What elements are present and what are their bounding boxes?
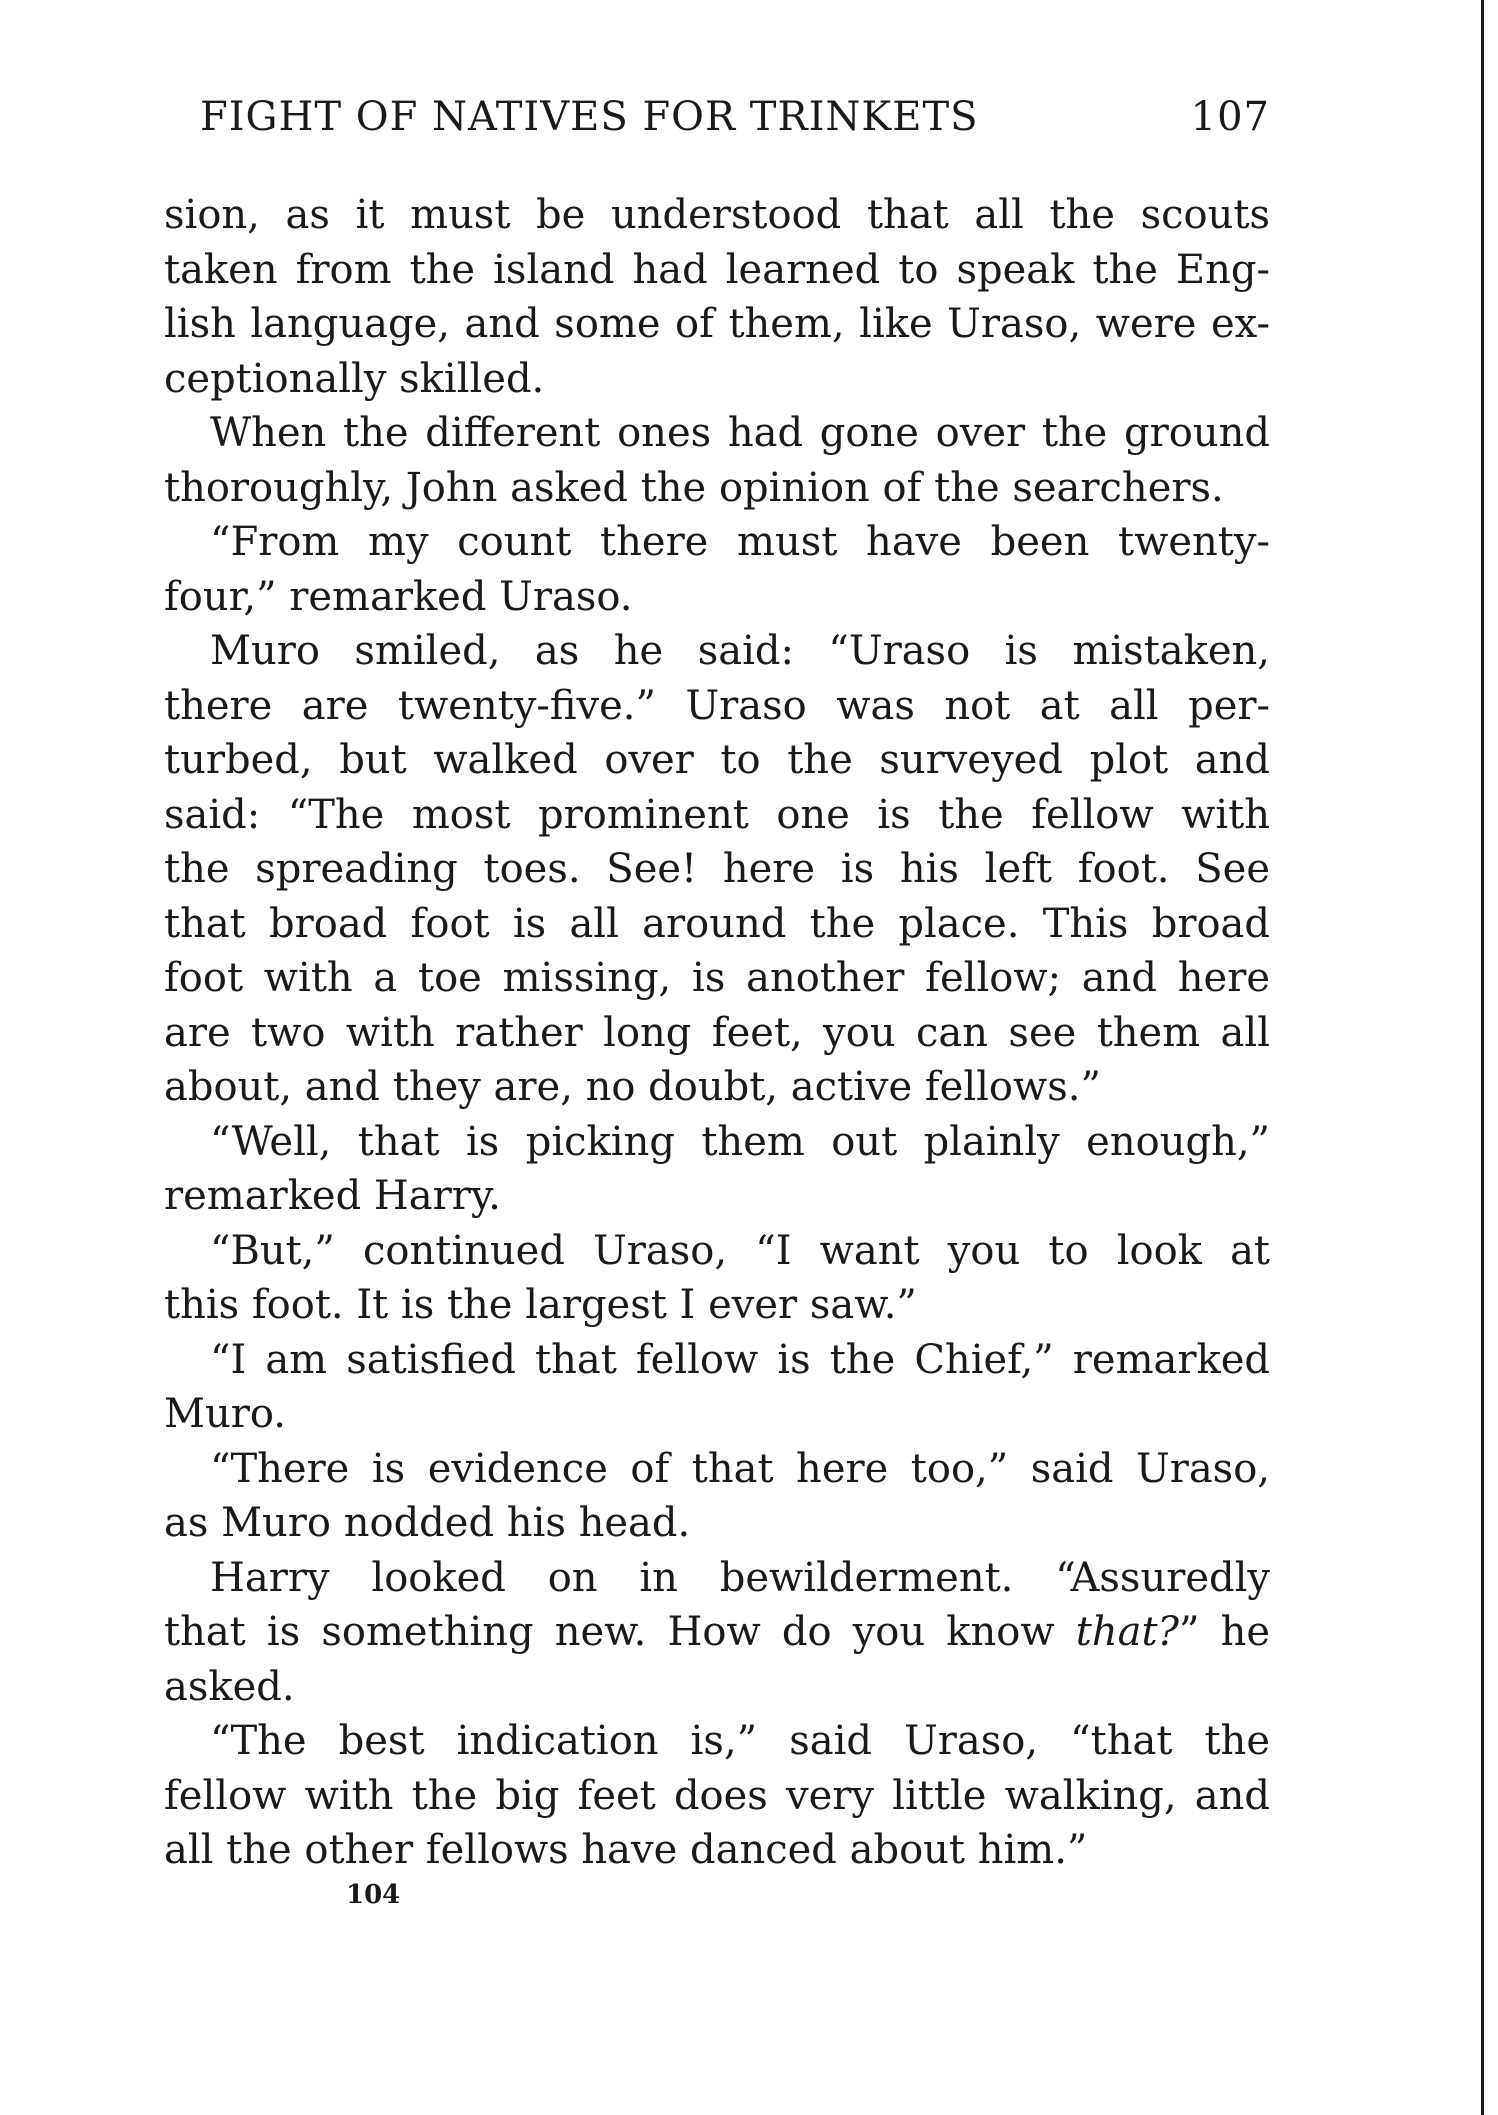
text-line: “From my count there must have been twenty-	[210, 519, 1270, 565]
text-line: Harry looked on in bewilderment. “Assuredly	[210, 1554, 1270, 1601]
text-line: Muro smiled, as he said: “Uraso is mistaken,	[210, 628, 1270, 674]
paragraph	[164, 1551, 1270, 1715]
text-line: the spreading toes. See! here is his left foot. See	[164, 846, 1270, 892]
text-line: ceptionally skilled.	[164, 355, 545, 402]
paragraph	[164, 1714, 1270, 1878]
paragraph	[164, 1442, 1270, 1551]
text-line: sion, as it must be understood that all the scouts	[164, 192, 1270, 238]
text-line: lish language, and some of them, like Uraso, were ex-	[164, 301, 1270, 347]
paragraph	[164, 515, 1270, 624]
text-line: about, and they are, no doubt, active fellows.”	[164, 1064, 1101, 1110]
paragraph	[164, 406, 1270, 515]
text-line: are two with rather long feet, you can see them all	[164, 1009, 1270, 1056]
text-line: asked.	[164, 1663, 295, 1710]
page-edge-rule	[1481, 0, 1484, 2115]
text-line: said: “The most prominent one is the fellow with	[164, 791, 1270, 838]
paragraph	[164, 624, 1270, 1115]
running-head	[200, 94, 1270, 154]
text-line: “There is evidence of that here too,” said Uraso,	[210, 1445, 1270, 1492]
running-head-title: FIGHT OF NATIVES FOR TRINKETS	[200, 94, 979, 140]
text-line: that broad foot is all around the place. This broad	[164, 900, 1270, 947]
text-line: “The best indication is,” said Uraso, “that the	[210, 1718, 1270, 1764]
body-text	[164, 188, 1270, 1878]
text-line: taken from the island had learned to speak the Eng-	[164, 246, 1270, 293]
paragraph	[164, 1333, 1270, 1442]
signature-mark: 104	[346, 1880, 401, 1910]
text-line	[164, 1605, 1270, 1660]
paragraph	[164, 1115, 1270, 1224]
text-line: this foot. It is the largest I ever saw.”	[164, 1282, 917, 1328]
text-line: Muro.	[164, 1391, 286, 1437]
text-line: four,” remarked Uraso.	[164, 573, 633, 620]
text-line: there are twenty-five.” Uraso was not at all per-	[164, 682, 1270, 729]
text-line: When the different ones had gone over the ground	[210, 410, 1270, 456]
text-line: remarked Harry.	[164, 1173, 501, 1219]
text-segment: ” he	[1178, 1609, 1270, 1655]
italic-word: that?	[1075, 1609, 1179, 1655]
paragraph	[164, 188, 1270, 406]
text-line: as Muro nodded his head.	[164, 1500, 691, 1546]
text-line: all the other fellows have danced about him.”	[164, 1827, 1088, 1873]
text-line: “I am satisfied that fellow is the Chief,” remarked	[210, 1336, 1270, 1383]
text-line: foot with a toe missing, is another fellow; and here	[164, 955, 1270, 1001]
text-line: fellow with the big feet does very little walking, and	[164, 1772, 1270, 1819]
paragraph	[164, 1224, 1270, 1333]
text-line: thoroughly, John asked the opinion of the searchers.	[164, 464, 1224, 511]
text-line: “But,” continued Uraso, “I want you to look at	[210, 1227, 1270, 1274]
text-segment: that is something new. How do you know	[164, 1609, 1076, 1655]
text-line: “Well, that is picking them out plainly enough,”	[210, 1118, 1270, 1165]
page-number: 107	[1190, 94, 1270, 140]
text-line: turbed, but walked over to the surveyed plot and	[164, 737, 1270, 783]
